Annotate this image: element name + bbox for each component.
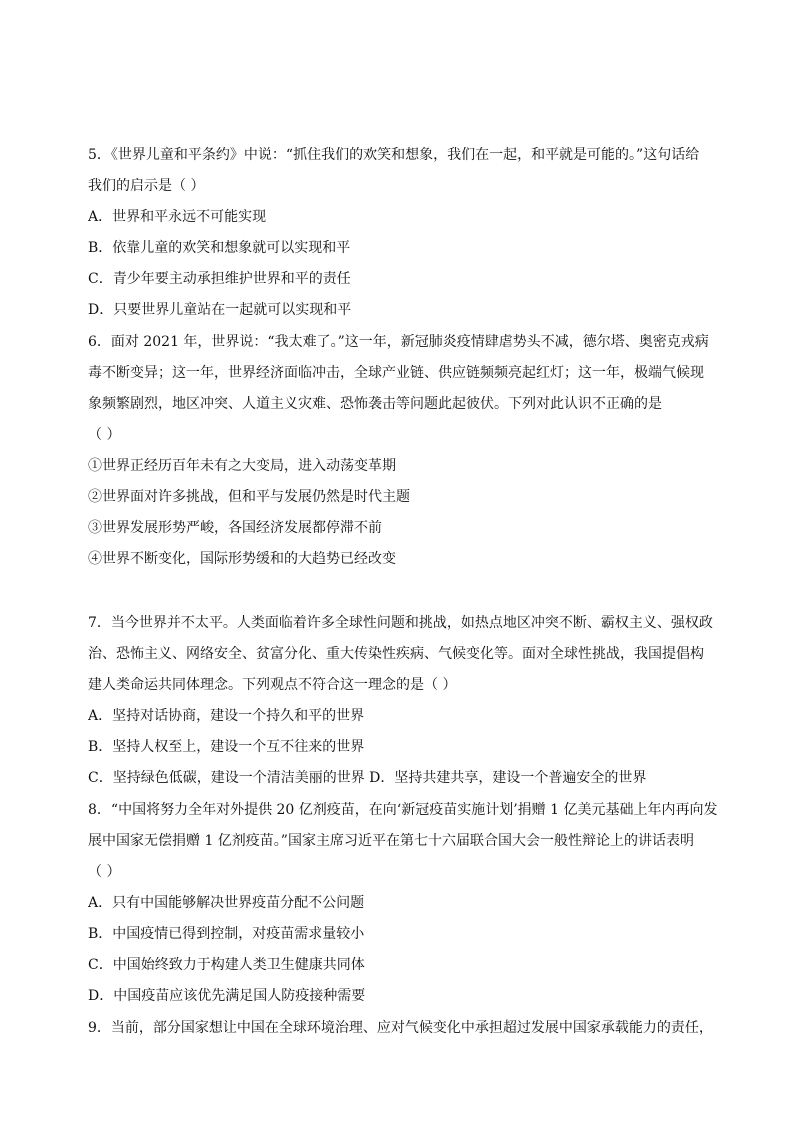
q6-stem-line-1: 6．面对 2021 年，世界说：“我太难了。”这一年，新冠肺炎疫情肆虐势头不减，德尔塔、奥密克戎病 [88, 334, 709, 350]
q7-option-a: A．坚持对话协商，建设一个持久和平的世界 [88, 708, 365, 724]
q9-stem-line-1: 9．当前，部分国家想让中国在全球环境治理、应对气候变化中承担超过发展中国家承载能力的责任， [88, 1020, 713, 1036]
q6-stem-line-4: （ ） [88, 427, 121, 443]
q6-stem-line-2: 毒不断变异；这一年，世界经济面临冲击，全球产业链、供应链频频亮起红灯；这一年，极端气候现 [88, 365, 704, 381]
q7-stem-line-2: 治、恐怖主义、网络安全、贫富分化、重大传染性疾病、气候变化等。面对全球性挑战，我国提倡构 [88, 646, 704, 662]
q5-option-d: D．只要世界儿童站在一起就可以实现和平 [88, 302, 352, 318]
q5-stem-line-1: 5．《世界儿童和平条约》中说：“抓住我们的欢笑和想象，我们在一起，和平就是可能的。”这句话给 [88, 147, 700, 163]
q6-item-3: ③世界发展形势严峻，各国经济发展都停滞不前 [88, 520, 382, 536]
q5-option-a: A．世界和平永远不可能实现 [88, 209, 267, 225]
q8-option-c: C．中国始终致力于构建人类卫生健康共同体 [88, 957, 365, 973]
q6-item-2: ②世界面对许多挑战，但和平与发展仍然是时代主题 [88, 489, 410, 505]
q7-stem-line-3: 建人类命运共同体理念。下列观点不符合这一理念的是（ ） [88, 677, 457, 693]
q5-option-b: B．依靠儿童的欢笑和想象就可以实现和平 [88, 240, 351, 256]
q6-item-4: ④世界不断变化，国际形势缓和的大趋势已经改变 [88, 551, 396, 567]
q6-item-1: ①世界正经历百年未有之大变局，进入动荡变革期 [88, 458, 396, 474]
q5-option-c: C．青少年要主动承担维护世界和平的责任 [88, 271, 351, 287]
q8-option-a: A．只有中国能够解决世界疫苗分配不公问题 [88, 895, 365, 911]
q8-option-d: D．中国疫苗应该优先满足国人防疫接种需要 [88, 988, 366, 1004]
q5-stem-line-2: 我们的启示是（ ） [88, 178, 205, 194]
q6-stem-line-3: 象频繁剧烈，地区冲突、人道主义灾难、恐怖袭击等问题此起彼伏。下列对此认识不正确的是 [88, 396, 662, 412]
q8-option-b: B．中国疫情已得到控制，对疫苗需求量较小 [88, 926, 365, 942]
q7-stem-line-1: 7．当今世界并不太平。人类面临着许多全球性问题和挑战，如热点地区冲突不断、霸权主义、强权政 [88, 615, 713, 631]
q7-option-c-d: C．坚持绿色低碳，建设一个清洁美丽的世界 D．坚持共建共享，建设一个普遍安全的世界 [88, 770, 647, 786]
q8-stem-line-2: 展中国家无偿捐赠 1 亿剂疫苗。”国家主席习近平在第七十六届联合国大会一般性辩论上的讲话表明 [88, 833, 694, 849]
q7-option-b: B．坚持人权至上，建设一个互不往来的世界 [88, 739, 365, 755]
q8-stem-line-3: （ ） [88, 864, 121, 880]
q8-stem-line-1: 8．“中国将努力全年对外提供 20 亿剂疫苗，在向‘新冠疫苗实施计划’捐赠 1 亿美元基础上年内再向发 [88, 802, 718, 818]
